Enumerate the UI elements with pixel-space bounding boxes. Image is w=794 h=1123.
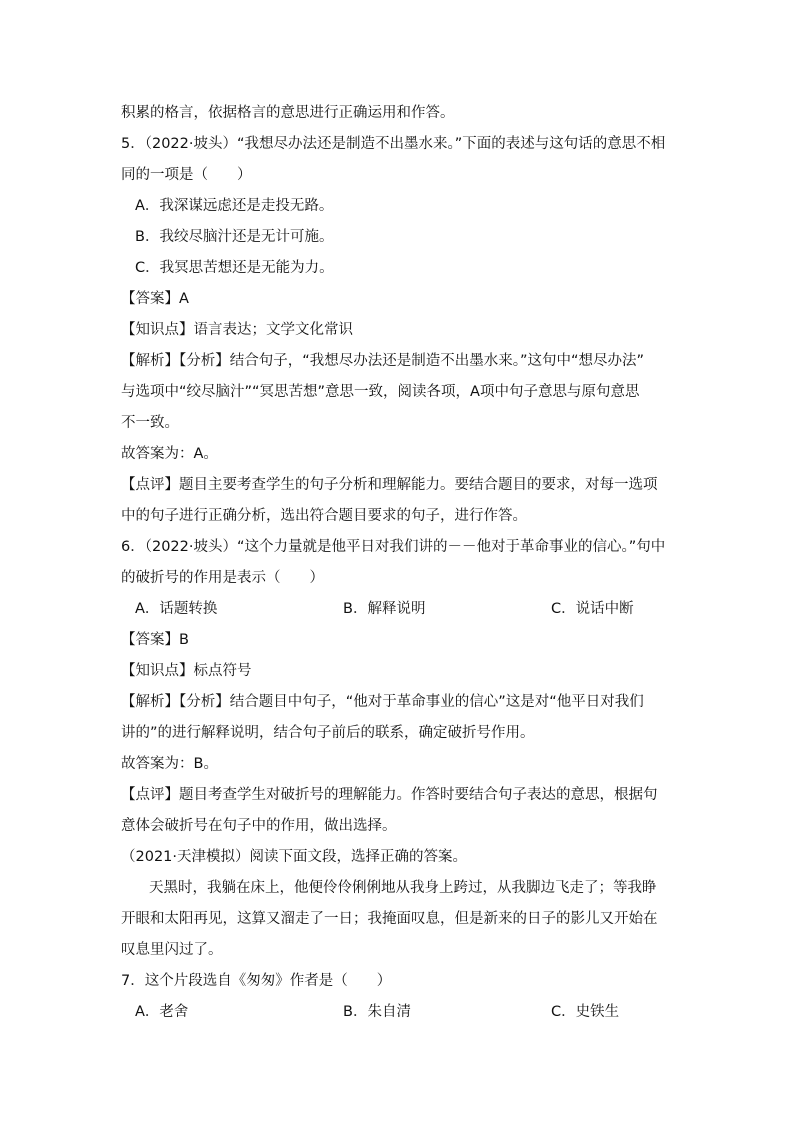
final-answer: 故答案为：A。 (121, 446, 218, 462)
text-line: 积累的格言，依据格言的意思进行正确运用和作答。 (121, 105, 455, 121)
reading-instruction: （2021·天津模拟）阅读下面文段，选择正确的答案。 (121, 849, 468, 865)
question-6-option-c: C．说话中断 (551, 601, 634, 617)
question-5-stem: 5．（2022·坡头）“我想尽办法还是制造不出墨水来。”下面的表述与这句话的意思不相 (121, 136, 666, 152)
question-6-option-b: B．解释说明 (343, 601, 426, 617)
comment-line: 【点评】题目主要考查学生的句子分析和理解能力。要结合题目的要求，对每一选项 (121, 477, 658, 493)
question-7-option-a: A．老舍 (135, 1004, 189, 1020)
analysis-line: 不一致。 (121, 415, 179, 431)
question-6-option-a: A．话题转换 (135, 601, 218, 617)
question-7-option-b: B．朱自清 (343, 1004, 411, 1020)
question-5-stem-cont: 同的一项是（ ） (121, 167, 252, 183)
answer-label: 【答案】A (121, 291, 189, 307)
passage-line: 叹息里闪过了。 (121, 942, 223, 958)
question-7-stem: 7．这个片段选自《匆匆》作者是（ ） (121, 973, 392, 989)
comment-line: 中的句子进行正确分析，选出符合题目要求的句子，进行作答。 (121, 508, 527, 524)
question-6-stem: 6．（2022·坡头）“这个力量就是他平日对我们讲的－－他对于革命事业的信心。”句中 (121, 539, 666, 555)
comment-line: 意体会破折号在句子中的作用，做出选择。 (121, 818, 397, 834)
final-answer: 故答案为：B。 (121, 756, 218, 772)
passage-line: 开眼和太阳再见，这算又溜走了一日；我掩面叹息，但是新来的日子的影儿又开始在 (121, 911, 658, 927)
question-6-options (121, 594, 681, 625)
comment-line: 【点评】题目考查学生对破折号的理解能力。作答时要结合句子表达的意思，根据句 (121, 787, 658, 803)
document-body (121, 98, 681, 1028)
answer-label: 【答案】B (121, 632, 189, 648)
question-5-option-a: A．我深谋远虑还是走投无路。 (135, 198, 334, 214)
question-6-stem-cont: 的破折号的作用是表示（ ） (121, 570, 324, 586)
passage-line: 天黑时，我躺在床上，他便伶伶俐俐地从我身上跨过，从我脚边飞走了；等我睁 (149, 880, 657, 896)
analysis-line: 【解析】【分析】结合题目中句子，“他对于革命事业的信心”这是对“他平日对我们 (121, 694, 644, 710)
question-7-options (121, 997, 681, 1028)
analysis-line: 与选项中“绞尽脑汁”“冥思苦想”意思一致，阅读各项，A项中句子意思与原句意思 (121, 384, 640, 400)
question-5-option-b: B．我绞尽脑汁还是无计可施。 (135, 229, 334, 245)
knowledge-point: 【知识点】标点符号 (121, 663, 252, 679)
analysis-line: 【解析】【分析】结合句子，“我想尽办法还是制造不出墨水来。”这句中“想尽办法” (121, 353, 645, 369)
question-7-option-c: C．史铁生 (551, 1004, 620, 1020)
question-5-option-c: C．我冥思苦想还是无能为力。 (135, 260, 334, 276)
analysis-line: 讲的”的进行解释说明，结合句子前后的联系，确定破折号作用。 (121, 725, 535, 741)
knowledge-point: 【知识点】语言表达；文学文化常识 (121, 322, 353, 338)
